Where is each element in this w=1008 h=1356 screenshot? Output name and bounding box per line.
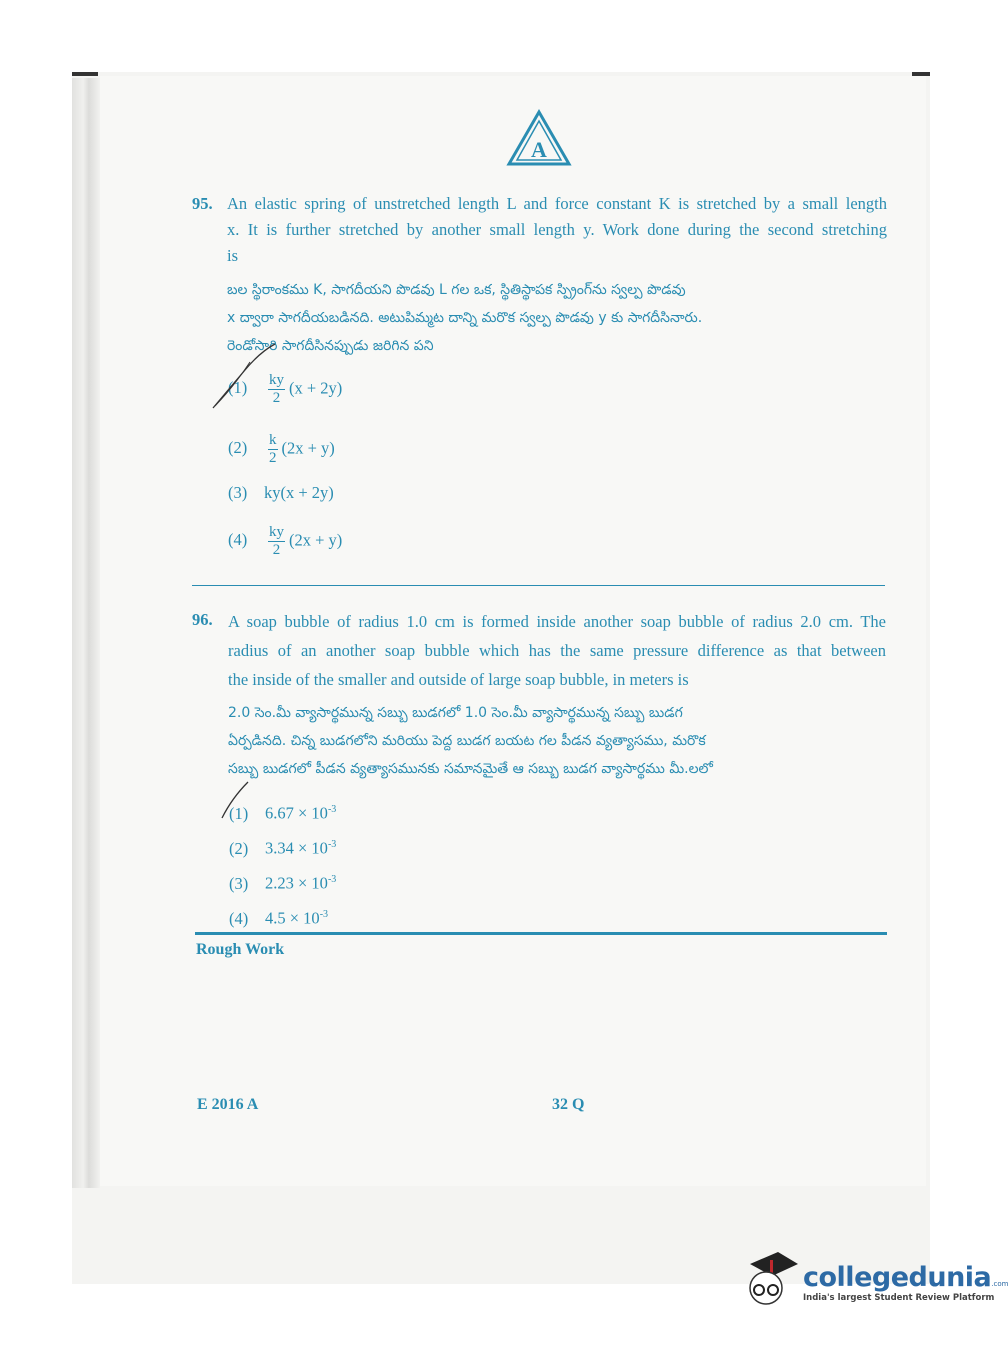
exponent: -3 xyxy=(327,839,337,850)
option-4 xyxy=(229,899,336,934)
option-4 xyxy=(228,524,342,559)
fraction xyxy=(268,432,278,467)
rough-work-divider xyxy=(195,932,887,935)
option-3 xyxy=(229,864,336,899)
text-line: radius of an another soap bubble which has the same pressure difference as that between xyxy=(228,641,886,660)
text-line: A soap bubble of radius 1.0 cm is formed inside another soap bubble of radius 2.0 cm. The xyxy=(228,612,886,631)
rough-work-label: Rough Work xyxy=(196,941,285,958)
option-text: 2.23 × 10 xyxy=(265,873,328,893)
option-text: 3.34 × 10 xyxy=(265,838,328,858)
option-2 xyxy=(228,432,335,467)
option-label: (2) xyxy=(228,438,248,458)
collegedunia-mascot-icon xyxy=(744,1250,800,1308)
question-number: 96. xyxy=(192,610,213,629)
option-label: (3) xyxy=(228,483,248,502)
question-96-english xyxy=(228,607,886,694)
option-label: (2) xyxy=(229,838,249,858)
text-line: రెండోసారి సాగదీసినప్పుడు జరిగిన పని xyxy=(227,338,434,354)
option-text: (2x + y) xyxy=(281,438,335,458)
fraction xyxy=(268,524,285,559)
option-text: (2x + y) xyxy=(289,530,343,550)
scan-edge-mark xyxy=(912,72,930,76)
option-label: (1) xyxy=(228,378,248,398)
option-3 xyxy=(228,483,334,503)
option-text: 6.67 × 10 xyxy=(265,803,328,823)
option-text: (x + 2y) xyxy=(289,378,343,398)
text-line: సబ్బు బుడగలో పీడన వ్యత్యాసమునకు సమానమైతే ఆ సబ్బు బుడగ వ్యాసార్థము మీ.లలో xyxy=(228,761,713,777)
exponent: -3 xyxy=(319,909,329,920)
footer-code: E 2016 A xyxy=(197,1096,259,1113)
option-label: (4) xyxy=(229,908,249,928)
text-line: బల స్థిరాంకము K, సాగదీయని పొడవు L గల ఒక, స్థితిస్థాపక స్ప్రింగ్‌ను స్వల్ప పొడవు xyxy=(227,282,686,298)
page-stack-edge xyxy=(72,78,100,1188)
text-line: 2.0 సెం.మీ వ్యాసార్థమున్న సబ్బు బుడగలో 1.0 సెం.మీ వ్యాసార్థమున్న సబ్బు బుడగ xyxy=(228,705,683,721)
option-text: 4.5 × 10 xyxy=(265,908,320,928)
series-a-triangle-icon xyxy=(506,108,572,168)
text-line: ఏర్పడినది. చిన్న బుడగలోని మరియు పెద్ద బుడగ బయట గల పీడన వ్యత్యాసము, మరొక xyxy=(228,733,706,749)
logo-suffix: .com xyxy=(991,1280,1008,1288)
text-line: the inside of the smaller and outside of large soap bubble, in meters is xyxy=(228,670,689,689)
question-96-telugu xyxy=(228,699,886,783)
exponent: -3 xyxy=(327,804,337,815)
text-line: x. It is further stretched by another small length y. Work done during the second stretching xyxy=(227,220,887,239)
option-label: (1) xyxy=(229,803,249,823)
option-label: (3) xyxy=(229,873,249,893)
question-95-english xyxy=(227,191,887,269)
question-number: 95. xyxy=(192,194,213,213)
numerator: k xyxy=(269,432,277,448)
scan-edge-mark xyxy=(72,72,98,76)
denominator: 2 xyxy=(272,542,281,558)
exponent: -3 xyxy=(327,874,337,885)
pen-tick-mark-icon xyxy=(218,778,258,823)
question-95-telugu xyxy=(227,276,887,360)
pen-tick-mark-icon xyxy=(205,340,285,415)
numerator: ky xyxy=(269,524,284,540)
logo-wordmark: collegedunia xyxy=(803,1262,992,1293)
option-2 xyxy=(229,829,336,864)
page-number: 32 Q xyxy=(552,1096,585,1113)
denominator: 2 xyxy=(269,450,277,466)
collegedunia-logo xyxy=(803,1262,1008,1303)
option-label: (4) xyxy=(228,530,248,550)
text-line: x ద్వారా సాగదీయబడినది. అటుపిమ్మట దాన్ని మరొక స్వల్ప పొడవు y కు సాగదీసినారు. xyxy=(227,310,703,326)
svg-text:A: A xyxy=(531,137,547,162)
option-text: ky(x + 2y) xyxy=(264,483,334,502)
numerator: ky xyxy=(269,372,284,388)
text-line: is xyxy=(227,246,239,265)
denominator: 2 xyxy=(272,390,281,406)
text-line: An elastic spring of unstretched length L and force constant K is stretched by a small length xyxy=(227,194,887,213)
divider xyxy=(192,585,885,586)
logo-tagline: India's largest Student Review Platform xyxy=(803,1293,995,1303)
